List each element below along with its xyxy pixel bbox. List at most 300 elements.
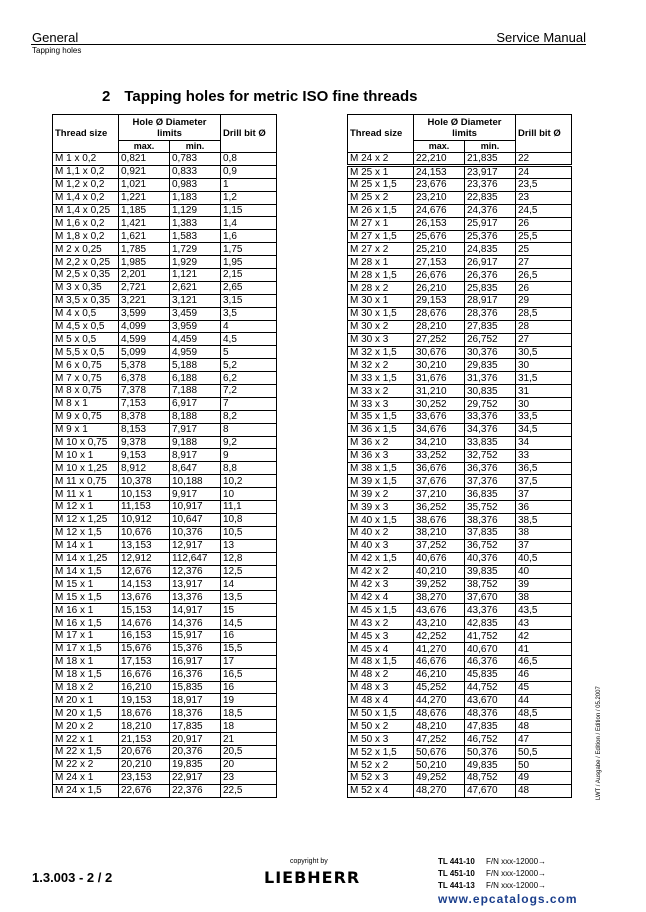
copyright-text: copyright by xyxy=(290,858,328,865)
hole-max-cell: 14,153 xyxy=(119,578,170,591)
table-row xyxy=(53,539,277,552)
drill-bit-cell: 19 xyxy=(221,694,277,707)
thread-size-cell: M 4 x 0,5 xyxy=(53,307,119,320)
hole-min-cell: 25,835 xyxy=(465,282,516,295)
hole-max-cell: 37,676 xyxy=(414,475,465,488)
edition-note: LWT / Ausgabe / Edition / Edition / 05.2007 xyxy=(596,686,602,800)
thread-size-cell: M 3,5 x 0,35 xyxy=(53,294,119,307)
drill-bit-cell: 12,8 xyxy=(221,552,277,565)
hole-min-cell: 33,376 xyxy=(465,411,516,424)
hole-max-cell: 39,252 xyxy=(414,578,465,591)
drill-bit-cell: 15 xyxy=(221,604,277,617)
thread-size-cell: M 24 x 1,5 xyxy=(53,784,119,797)
drill-bit-cell: 8 xyxy=(221,423,277,436)
hole-max-cell: 5,378 xyxy=(119,359,170,372)
thread-size-cell: M 35 x 1,5 xyxy=(348,411,414,424)
drill-bit-cell: 30,5 xyxy=(516,346,572,359)
hole-min-cell: 19,835 xyxy=(170,758,221,771)
table-row xyxy=(348,488,572,501)
hole-max-cell: 30,252 xyxy=(414,398,465,411)
hole-max-cell: 30,676 xyxy=(414,346,465,359)
hole-max-cell: 10,912 xyxy=(119,513,170,526)
thread-size-cell: M 48 x 3 xyxy=(348,681,414,694)
model-serial-range: F/N xxx-12000→ xyxy=(486,857,547,866)
thread-size-cell: M 2,5 x 0,35 xyxy=(53,269,119,282)
hole-max-cell: 26,676 xyxy=(414,269,465,282)
table-row xyxy=(348,501,572,514)
thread-size-cell: M 11 x 1 xyxy=(53,488,119,501)
thread-size-cell: M 39 x 1,5 xyxy=(348,475,414,488)
hole-max-cell: 20,676 xyxy=(119,745,170,758)
hole-max-cell: 1,421 xyxy=(119,217,170,230)
hole-min-cell: 22,376 xyxy=(170,784,221,797)
thread-size-cell: M 2,2 x 0,25 xyxy=(53,256,119,269)
hole-max-cell: 33,252 xyxy=(414,449,465,462)
table-row xyxy=(348,166,572,179)
hole-min-cell: 33,835 xyxy=(465,436,516,449)
table-row xyxy=(53,359,277,372)
drill-bit-cell: 40 xyxy=(516,565,572,578)
hole-max-cell: 2,201 xyxy=(119,269,170,282)
hole-min-cell: 49,835 xyxy=(465,759,516,772)
hole-min-cell: 5,188 xyxy=(170,359,221,372)
hole-min-cell: 3,459 xyxy=(170,307,221,320)
hole-max-cell: 22,210 xyxy=(414,153,465,166)
drill-bit-cell: 28,5 xyxy=(516,307,572,320)
hole-min-cell: 112,647 xyxy=(170,552,221,565)
drill-bit-cell: 29 xyxy=(516,295,572,308)
hole-max-cell: 1,185 xyxy=(119,204,170,217)
drill-bit-cell: 10,2 xyxy=(221,475,277,488)
thread-size-cell: M 24 x 2 xyxy=(348,153,414,166)
drill-bit-cell: 41 xyxy=(516,643,572,656)
thread-size-cell: M 40 x 2 xyxy=(348,527,414,540)
table-row xyxy=(348,720,572,733)
hole-max-cell: 26,210 xyxy=(414,282,465,295)
table-row xyxy=(53,591,277,604)
thread-size-cell: M 8 x 1 xyxy=(53,397,119,410)
thread-size-cell: M 33 x 1,5 xyxy=(348,372,414,385)
hole-max-cell: 28,676 xyxy=(414,307,465,320)
hole-min-cell: 2,621 xyxy=(170,281,221,294)
model-line xyxy=(438,868,546,880)
hole-min-cell: 28,917 xyxy=(465,295,516,308)
hole-min-cell: 10,917 xyxy=(170,501,221,514)
col-header-drill-bit: Drill bit Ø xyxy=(516,115,572,153)
drill-bit-cell: 8,2 xyxy=(221,410,277,423)
table-row xyxy=(53,449,277,462)
hole-min-cell: 0,983 xyxy=(170,178,221,191)
thread-size-cell: M 27 x 2 xyxy=(348,243,414,256)
thread-size-cell: M 7 x 0,75 xyxy=(53,372,119,385)
hole-max-cell: 24,676 xyxy=(414,204,465,217)
hole-max-cell: 8,378 xyxy=(119,410,170,423)
table-row xyxy=(348,385,572,398)
hole-diameter-line2: limits xyxy=(452,127,477,139)
hole-max-cell: 15,153 xyxy=(119,604,170,617)
hole-max-cell: 16,676 xyxy=(119,668,170,681)
drill-bit-cell: 11,1 xyxy=(221,501,277,514)
thread-size-cell: M 36 x 1,5 xyxy=(348,423,414,436)
hole-min-cell: 41,752 xyxy=(465,630,516,643)
thread-size-cell: M 10 x 1 xyxy=(53,449,119,462)
drill-bit-cell: 27 xyxy=(516,333,572,346)
thread-size-cell: M 40 x 1,5 xyxy=(348,514,414,527)
hole-min-cell: 15,376 xyxy=(170,642,221,655)
table-row xyxy=(53,243,277,256)
hole-max-cell: 42,252 xyxy=(414,630,465,643)
hole-max-cell: 25,210 xyxy=(414,243,465,256)
col-header-drill-bit: Drill bit Ø xyxy=(221,115,277,153)
drill-bit-cell: 1,75 xyxy=(221,243,277,256)
hole-min-cell: 1,129 xyxy=(170,204,221,217)
thread-size-cell: M 22 x 1 xyxy=(53,733,119,746)
model-serial-range: F/N xxx-12000→ xyxy=(486,881,547,890)
table-row xyxy=(348,668,572,681)
hole-min-cell: 46,752 xyxy=(465,733,516,746)
hole-max-cell: 48,676 xyxy=(414,707,465,720)
drill-bit-cell: 40,5 xyxy=(516,552,572,565)
drill-bit-cell: 34 xyxy=(516,436,572,449)
hole-max-cell: 46,210 xyxy=(414,668,465,681)
table-row xyxy=(348,346,572,359)
hole-max-cell: 1,985 xyxy=(119,256,170,269)
drill-bit-cell: 30 xyxy=(516,359,572,372)
thread-size-cell: M 45 x 3 xyxy=(348,630,414,643)
thread-size-cell: M 14 x 1,25 xyxy=(53,552,119,565)
hole-max-cell: 7,153 xyxy=(119,397,170,410)
thread-size-cell: M 36 x 3 xyxy=(348,449,414,462)
hole-min-cell: 12,376 xyxy=(170,565,221,578)
hole-min-cell: 13,917 xyxy=(170,578,221,591)
hole-max-cell: 36,252 xyxy=(414,501,465,514)
drill-bit-cell: 26 xyxy=(516,217,572,230)
thread-size-cell: M 36 x 2 xyxy=(348,436,414,449)
drill-bit-cell: 48 xyxy=(516,784,572,797)
thread-size-cell: M 17 x 1,5 xyxy=(53,642,119,655)
drill-bit-cell: 18 xyxy=(221,720,277,733)
hole-min-cell: 37,670 xyxy=(465,591,516,604)
drill-bit-cell: 3,5 xyxy=(221,307,277,320)
table-row xyxy=(348,771,572,784)
hole-max-cell: 11,153 xyxy=(119,501,170,514)
hole-min-cell: 37,835 xyxy=(465,527,516,540)
thread-size-cell: M 18 x 2 xyxy=(53,681,119,694)
hole-min-cell: 30,835 xyxy=(465,385,516,398)
hole-max-cell: 10,676 xyxy=(119,526,170,539)
thread-size-cell: M 22 x 2 xyxy=(53,758,119,771)
drill-bit-cell: 17 xyxy=(221,655,277,668)
hole-min-cell: 43,670 xyxy=(465,694,516,707)
hole-min-cell: 10,188 xyxy=(170,475,221,488)
thread-size-cell: M 24 x 1 xyxy=(53,771,119,784)
hole-max-cell: 4,099 xyxy=(119,320,170,333)
hole-min-cell: 20,376 xyxy=(170,745,221,758)
table-row xyxy=(348,204,572,217)
table-row xyxy=(348,527,572,540)
drill-bit-cell: 7,2 xyxy=(221,385,277,398)
table-row xyxy=(348,398,572,411)
hole-max-cell: 45,252 xyxy=(414,681,465,694)
hole-max-cell: 12,676 xyxy=(119,565,170,578)
hole-max-cell: 12,912 xyxy=(119,552,170,565)
hole-max-cell: 27,252 xyxy=(414,333,465,346)
hole-min-cell: 7,188 xyxy=(170,385,221,398)
thread-size-cell: M 1,1 x 0,2 xyxy=(53,165,119,178)
table-row xyxy=(348,243,572,256)
drill-bit-cell: 38 xyxy=(516,591,572,604)
hole-min-cell: 8,647 xyxy=(170,462,221,475)
hole-min-cell: 17,835 xyxy=(170,720,221,733)
drill-bit-cell: 14 xyxy=(221,578,277,591)
table-row xyxy=(348,655,572,668)
drill-bit-cell: 37 xyxy=(516,539,572,552)
thread-size-cell: M 33 x 3 xyxy=(348,398,414,411)
hole-max-cell: 3,599 xyxy=(119,307,170,320)
drill-bit-cell: 10,8 xyxy=(221,513,277,526)
drill-bit-cell: 13 xyxy=(221,539,277,552)
hole-max-cell: 43,676 xyxy=(414,604,465,617)
hole-min-cell: 32,752 xyxy=(465,449,516,462)
hole-min-cell: 18,376 xyxy=(170,707,221,720)
drill-bit-cell: 16 xyxy=(221,681,277,694)
thread-size-cell: M 30 x 1,5 xyxy=(348,307,414,320)
hole-min-cell: 27,835 xyxy=(465,320,516,333)
hole-min-cell: 36,752 xyxy=(465,539,516,552)
drill-bit-cell: 25,5 xyxy=(516,230,572,243)
table-row xyxy=(348,359,572,372)
thread-size-cell: M 1,2 x 0,2 xyxy=(53,178,119,191)
page-number: 1.3.003 - 2 / 2 xyxy=(32,870,113,885)
hole-max-cell: 34,210 xyxy=(414,436,465,449)
thread-size-cell: M 42 x 2 xyxy=(348,565,414,578)
hole-min-cell: 1,729 xyxy=(170,243,221,256)
thread-size-cell: M 10 x 1,25 xyxy=(53,462,119,475)
thread-size-cell: M 16 x 1,5 xyxy=(53,617,119,630)
thread-size-cell: M 10 x 0,75 xyxy=(53,436,119,449)
thread-size-cell: M 18 x 1,5 xyxy=(53,668,119,681)
table-row xyxy=(53,410,277,423)
table-row xyxy=(348,295,572,308)
table-row xyxy=(53,733,277,746)
hole-min-cell: 31,376 xyxy=(465,372,516,385)
thread-size-cell: M 20 x 1,5 xyxy=(53,707,119,720)
hole-max-cell: 23,210 xyxy=(414,191,465,204)
hole-max-cell: 23,676 xyxy=(414,179,465,192)
hole-min-cell: 47,835 xyxy=(465,720,516,733)
drill-bit-cell: 16,5 xyxy=(221,668,277,681)
hole-max-cell: 41,270 xyxy=(414,643,465,656)
drill-bit-cell: 21 xyxy=(221,733,277,746)
hole-min-cell: 1,929 xyxy=(170,256,221,269)
hole-max-cell: 49,252 xyxy=(414,771,465,784)
hole-min-cell: 50,376 xyxy=(465,746,516,759)
drill-bit-cell: 26 xyxy=(516,282,572,295)
thread-size-cell: M 52 x 2 xyxy=(348,759,414,772)
hole-max-cell: 31,676 xyxy=(414,372,465,385)
drill-bit-cell: 42 xyxy=(516,630,572,643)
table-row xyxy=(53,475,277,488)
thread-size-cell: M 12 x 1 xyxy=(53,501,119,514)
thread-size-cell: M 26 x 1,5 xyxy=(348,204,414,217)
hole-max-cell: 38,676 xyxy=(414,514,465,527)
drill-bit-cell: 33,5 xyxy=(516,411,572,424)
drill-bit-cell: 50 xyxy=(516,759,572,772)
table-row xyxy=(53,423,277,436)
hole-max-cell: 40,676 xyxy=(414,552,465,565)
drill-bit-cell: 33 xyxy=(516,449,572,462)
hole-max-cell: 8,912 xyxy=(119,462,170,475)
table-row xyxy=(348,320,572,333)
model-name: TL 451-10 xyxy=(438,869,475,878)
hole-min-cell: 25,917 xyxy=(465,217,516,230)
header-subtitle: Tapping holes xyxy=(32,46,82,55)
thread-size-cell: M 5 x 0,5 xyxy=(53,333,119,346)
hole-max-cell: 38,270 xyxy=(414,591,465,604)
thread-size-cell: M 39 x 3 xyxy=(348,501,414,514)
hole-min-cell: 15,917 xyxy=(170,629,221,642)
table-row xyxy=(348,269,572,282)
drill-bit-cell: 1,2 xyxy=(221,191,277,204)
thread-size-cell: M 17 x 1 xyxy=(53,629,119,642)
hole-max-cell: 5,099 xyxy=(119,346,170,359)
thread-size-cell: M 1,4 x 0,2 xyxy=(53,191,119,204)
hole-min-cell: 35,752 xyxy=(465,501,516,514)
hole-min-cell: 3,121 xyxy=(170,294,221,307)
hole-min-cell: 28,376 xyxy=(465,307,516,320)
table-row xyxy=(53,165,277,178)
hole-max-cell: 9,378 xyxy=(119,436,170,449)
hole-min-cell: 8,188 xyxy=(170,410,221,423)
drill-bit-cell: 47 xyxy=(516,733,572,746)
table-row xyxy=(53,771,277,784)
hole-max-cell: 36,676 xyxy=(414,462,465,475)
hole-max-cell: 40,210 xyxy=(414,565,465,578)
drill-bit-cell: 37 xyxy=(516,488,572,501)
hole-min-cell: 18,917 xyxy=(170,694,221,707)
thread-size-cell: M 42 x 3 xyxy=(348,578,414,591)
drill-bit-cell: 18,5 xyxy=(221,707,277,720)
thread-size-cell: M 33 x 2 xyxy=(348,385,414,398)
col-header-thread-size: Thread size xyxy=(53,115,119,153)
drill-bit-cell: 1,15 xyxy=(221,204,277,217)
hole-min-cell: 6,917 xyxy=(170,397,221,410)
hole-max-cell: 1,785 xyxy=(119,243,170,256)
thread-size-cell: M 25 x 2 xyxy=(348,191,414,204)
drill-bit-cell: 38,5 xyxy=(516,514,572,527)
drill-bit-cell: 16 xyxy=(221,629,277,642)
hole-max-cell: 0,821 xyxy=(119,153,170,166)
table-row xyxy=(53,642,277,655)
drill-bit-cell: 48 xyxy=(516,720,572,733)
drill-bit-cell: 3,15 xyxy=(221,294,277,307)
thread-size-cell: M 48 x 1,5 xyxy=(348,655,414,668)
hole-max-cell: 37,210 xyxy=(414,488,465,501)
thread-size-cell: M 5,5 x 0,5 xyxy=(53,346,119,359)
thread-size-cell: M 16 x 1 xyxy=(53,604,119,617)
hole-min-cell: 14,376 xyxy=(170,617,221,630)
hole-min-cell: 29,752 xyxy=(465,398,516,411)
drill-bit-cell: 49 xyxy=(516,771,572,784)
hole-min-cell: 1,183 xyxy=(170,191,221,204)
section-title-text: Tapping holes for metric ISO fine threads xyxy=(124,88,418,105)
hole-max-cell: 26,153 xyxy=(414,217,465,230)
hole-min-cell: 9,188 xyxy=(170,436,221,449)
hole-min-cell: 12,917 xyxy=(170,539,221,552)
table-row xyxy=(348,282,572,295)
table-row xyxy=(53,526,277,539)
table-row xyxy=(53,488,277,501)
table-row xyxy=(53,629,277,642)
table-row xyxy=(53,513,277,526)
hole-max-cell: 22,676 xyxy=(119,784,170,797)
hole-min-cell: 34,376 xyxy=(465,423,516,436)
hole-min-cell: 29,835 xyxy=(465,359,516,372)
table-row xyxy=(348,514,572,527)
thread-table-right xyxy=(347,114,572,798)
hole-min-cell: 1,121 xyxy=(170,269,221,282)
drill-bit-cell: 9,2 xyxy=(221,436,277,449)
table-row xyxy=(53,617,277,630)
hole-max-cell: 1,621 xyxy=(119,230,170,243)
table-row xyxy=(53,745,277,758)
table-row xyxy=(53,307,277,320)
hole-min-cell: 15,835 xyxy=(170,681,221,694)
thread-size-cell: M 4,5 x 0,5 xyxy=(53,320,119,333)
drill-bit-cell: 9 xyxy=(221,449,277,462)
drill-bit-cell: 20,5 xyxy=(221,745,277,758)
drill-bit-cell: 48,5 xyxy=(516,707,572,720)
thread-size-cell: M 45 x 1,5 xyxy=(348,604,414,617)
table-row xyxy=(53,784,277,797)
hole-max-cell: 1,221 xyxy=(119,191,170,204)
hole-min-cell: 25,376 xyxy=(465,230,516,243)
thread-size-cell: M 20 x 1 xyxy=(53,694,119,707)
hole-min-cell: 30,376 xyxy=(465,346,516,359)
hole-max-cell: 29,153 xyxy=(414,295,465,308)
hole-max-cell: 37,252 xyxy=(414,539,465,552)
hole-max-cell: 33,676 xyxy=(414,411,465,424)
drill-bit-cell: 23 xyxy=(516,191,572,204)
drill-bit-cell: 38 xyxy=(516,527,572,540)
drill-bit-cell: 1,6 xyxy=(221,230,277,243)
hole-min-cell: 44,752 xyxy=(465,681,516,694)
hole-max-cell: 25,676 xyxy=(414,230,465,243)
hole-max-cell: 34,676 xyxy=(414,423,465,436)
hole-min-cell: 0,783 xyxy=(170,153,221,166)
table-row xyxy=(53,655,277,668)
hole-max-cell: 44,270 xyxy=(414,694,465,707)
col-header-hole-diameter xyxy=(414,115,516,141)
table-row xyxy=(53,758,277,771)
table-row xyxy=(348,372,572,385)
drill-bit-cell: 10,5 xyxy=(221,526,277,539)
thread-size-cell: M 39 x 2 xyxy=(348,488,414,501)
model-name: TL 441-10 xyxy=(438,857,475,866)
thread-size-cell: M 50 x 3 xyxy=(348,733,414,746)
thread-size-cell: M 3 x 0,35 xyxy=(53,281,119,294)
hole-max-cell: 48,210 xyxy=(414,720,465,733)
liebherr-logo: LIEBHERR xyxy=(264,868,361,887)
thread-size-cell: M 28 x 2 xyxy=(348,282,414,295)
thread-size-cell: M 9 x 1 xyxy=(53,423,119,436)
hole-min-cell: 16,917 xyxy=(170,655,221,668)
col-header-min: min. xyxy=(465,141,516,153)
hole-min-cell: 16,376 xyxy=(170,668,221,681)
table-row xyxy=(348,707,572,720)
table-row xyxy=(348,784,572,797)
drill-bit-cell: 22,5 xyxy=(221,784,277,797)
